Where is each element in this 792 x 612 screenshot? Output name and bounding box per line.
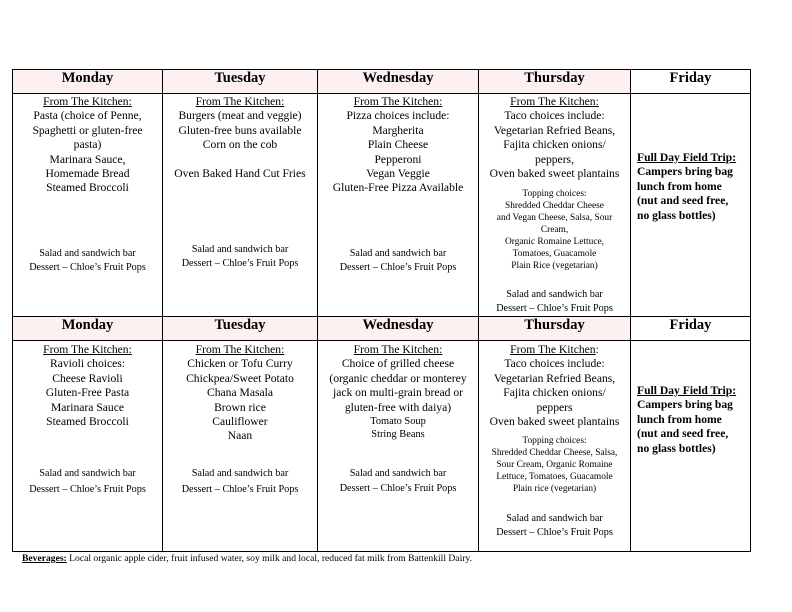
week1-monday-cell [13, 94, 163, 317]
menu-item: Fajita chicken onions/ [503, 138, 606, 152]
beverages-text: Local organic apple cider, fruit infused water, soy milk and local, reduced fat milk from Battenkill Dairy. [66, 553, 472, 564]
menu-item: Oven Baked Hand Cut Fries [174, 166, 306, 180]
day-header-thursday: Thursday [479, 70, 631, 94]
topping-item: Organic Romaine Lettuce, [504, 237, 604, 248]
topping-item: Sour Cream, Organic Romaine [496, 460, 613, 471]
day-header-tuesday: Tuesday [163, 70, 318, 94]
menu-item: pasta) [73, 138, 102, 152]
kitchen-label: From The Kitchen: [353, 343, 443, 356]
menu-item: Margherita [372, 123, 424, 137]
topping-item: Cream, [540, 225, 569, 236]
week1-header-row [13, 70, 751, 94]
menu-item: peppers [536, 400, 573, 414]
day-header-monday: Monday [13, 317, 163, 341]
menu-item: Chicken or Tofu Curry [187, 357, 293, 371]
menu-item: Pizza choices include: [346, 109, 450, 123]
dessert-text: Dessert – Chloe’s Fruit Pops [339, 262, 457, 273]
menu-item: Chana Masala [207, 386, 273, 400]
kitchen-label: From The Kitchen: [43, 343, 132, 356]
week2-header-row [13, 317, 751, 341]
kitchen-label: From The Kitchen: [510, 95, 599, 108]
menu-item: Oven baked sweet plantains [489, 415, 620, 429]
menu-item: Cauliflower [212, 415, 268, 429]
menu-item: Vegetarian Refried Beans, [493, 123, 616, 137]
menu-item: Vegetarian Refried Beans, [493, 371, 616, 385]
menu-item: Taco choices include: [504, 109, 605, 123]
week2-menu-row [13, 341, 751, 552]
menu-item: Taco choices include: [504, 357, 605, 371]
menu-item: Gluten-Free Pasta [45, 386, 130, 400]
beverages-note [22, 553, 472, 564]
salad-bar-text: Salad and sandwich bar [349, 248, 447, 259]
day-header-thursday: Thursday [479, 317, 631, 341]
menu-item: jack on multi-grain bread or [332, 386, 464, 400]
dessert-text: Dessert – Chloe’s Fruit Pops [181, 484, 299, 495]
menu-item: Tomato Soup [370, 416, 426, 428]
week1-friday-cell [631, 94, 751, 317]
week2-tuesday-cell [163, 341, 318, 552]
menu-item: String Beans [371, 429, 425, 441]
kitchen-label: From The Kitchen: [195, 343, 285, 356]
topping-item: Topping choices: [522, 189, 587, 200]
day-header-monday: Monday [13, 70, 163, 94]
dessert-text: Dessert – Chloe’s Fruit Pops [29, 262, 146, 273]
menu-item: Choice of grilled cheese [341, 357, 455, 371]
menu-item: Homemade Bread [45, 167, 130, 181]
dessert-text: Dessert – Chloe’s Fruit Pops [496, 303, 613, 314]
salad-bar-text: Salad and sandwich bar [506, 289, 603, 300]
menu-item: Cheese Ravioli [52, 371, 123, 385]
menu-item: Plain Cheese [367, 138, 429, 152]
menu-item: gluten-free with daiya) [344, 400, 452, 414]
field-trip-line: (nut and seed free, [637, 194, 729, 208]
dessert-text: Dessert – Chloe’s Fruit Pops [29, 484, 146, 495]
kitchen-label: From The Kitchen: [510, 343, 599, 356]
salad-bar-text: Salad and sandwich bar [39, 468, 136, 479]
week1-thursday-cell [479, 94, 631, 317]
kitchen-label: From The Kitchen: [195, 95, 285, 108]
field-trip-line: no glass bottles) [637, 441, 716, 455]
menu-item: Pepperoni [374, 152, 422, 166]
menu-item: Oven baked sweet plantains [489, 167, 620, 181]
week1-menu-row [13, 94, 751, 317]
menu-item: Marinara Sauce, [49, 152, 126, 166]
menu-item: Gluten-free buns available [178, 123, 302, 137]
topping-item: Lettuce, Tomatoes, Guacamole [496, 472, 613, 483]
field-trip-line: lunch from home [637, 412, 722, 426]
field-trip-line: lunch from home [637, 179, 722, 193]
menu-item: Brown rice [214, 400, 266, 414]
salad-bar-text: Salad and sandwich bar [191, 244, 289, 255]
menu-item: Corn on the cob [202, 138, 278, 152]
topping-item: Plain rice (vegetarian) [512, 484, 597, 495]
menu-item: Chickpea/Sweet Potato [186, 371, 294, 385]
day-header-friday: Friday [631, 70, 751, 94]
topping-item: Plain Rice (vegetarian) [511, 261, 598, 272]
week2-wednesday-cell [318, 341, 479, 552]
topping-item: Topping choices: [522, 436, 587, 447]
salad-bar-text: Salad and sandwich bar [39, 248, 136, 259]
beverages-label: Beverages: [22, 553, 67, 564]
dessert-text: Dessert – Chloe’s Fruit Pops [339, 483, 457, 494]
kitchen-label: From The Kitchen: [353, 95, 443, 108]
salad-bar-text: Salad and sandwich bar [349, 468, 447, 479]
topping-item: and Vegan Cheese, Salsa, Sour [496, 213, 613, 224]
dessert-text: Dessert – Chloe’s Fruit Pops [181, 258, 299, 269]
field-trip-line: Campers bring bag [637, 398, 733, 412]
dessert-text: Dessert – Chloe’s Fruit Pops [496, 527, 613, 538]
day-header-wednesday: Wednesday [318, 317, 479, 341]
week1-tuesday-cell [163, 94, 318, 317]
salad-bar-text: Salad and sandwich bar [506, 513, 603, 524]
week2-thursday-cell [479, 341, 631, 552]
menu-item: Burgers (meat and veggie) [178, 109, 302, 123]
lunch-menu-table [12, 69, 751, 552]
week2-monday-cell [13, 341, 163, 552]
week1-wednesday-cell [318, 94, 479, 317]
menu-item: Marinara Sauce [50, 400, 125, 414]
field-trip-line: no glass bottles) [637, 208, 716, 222]
day-header-wednesday: Wednesday [318, 70, 479, 94]
menu-item: Naan [227, 429, 253, 443]
menu-item: Ravioli choices: [49, 357, 126, 371]
field-trip-line: (nut and seed free, [637, 427, 729, 441]
menu-item: Fajita chicken onions/ [503, 386, 606, 400]
salad-bar-text: Salad and sandwich bar [191, 468, 289, 479]
menu-item: (organic cheddar or monterey [329, 371, 467, 385]
day-header-tuesday: Tuesday [163, 317, 318, 341]
field-trip-title: Full Day Field Trip: [637, 151, 737, 164]
week2-friday-cell [631, 341, 751, 552]
topping-item: Tomatoes, Guacamole [512, 249, 597, 260]
menu-item: Vegan Veggie [366, 167, 430, 181]
menu-item: Steamed Broccoli [46, 415, 129, 429]
topping-item: Shredded Cheddar Cheese, Salsa, [491, 448, 618, 459]
menu-item: Spaghetti or gluten-free [32, 123, 143, 137]
day-header-friday: Friday [631, 317, 751, 341]
menu-item: Gluten-Free Pizza Available [332, 181, 464, 195]
menu-item: Pasta (choice of Penne, [33, 109, 142, 123]
topping-item: Shredded Cheddar Cheese [505, 201, 604, 212]
menu-item: Steamed Broccoli [46, 181, 129, 195]
field-trip-line: Campers bring bag [637, 165, 733, 179]
kitchen-label: From The Kitchen: [43, 95, 132, 108]
menu-item: peppers, [535, 152, 574, 166]
field-trip-title: Full Day Field Trip: [637, 384, 737, 397]
